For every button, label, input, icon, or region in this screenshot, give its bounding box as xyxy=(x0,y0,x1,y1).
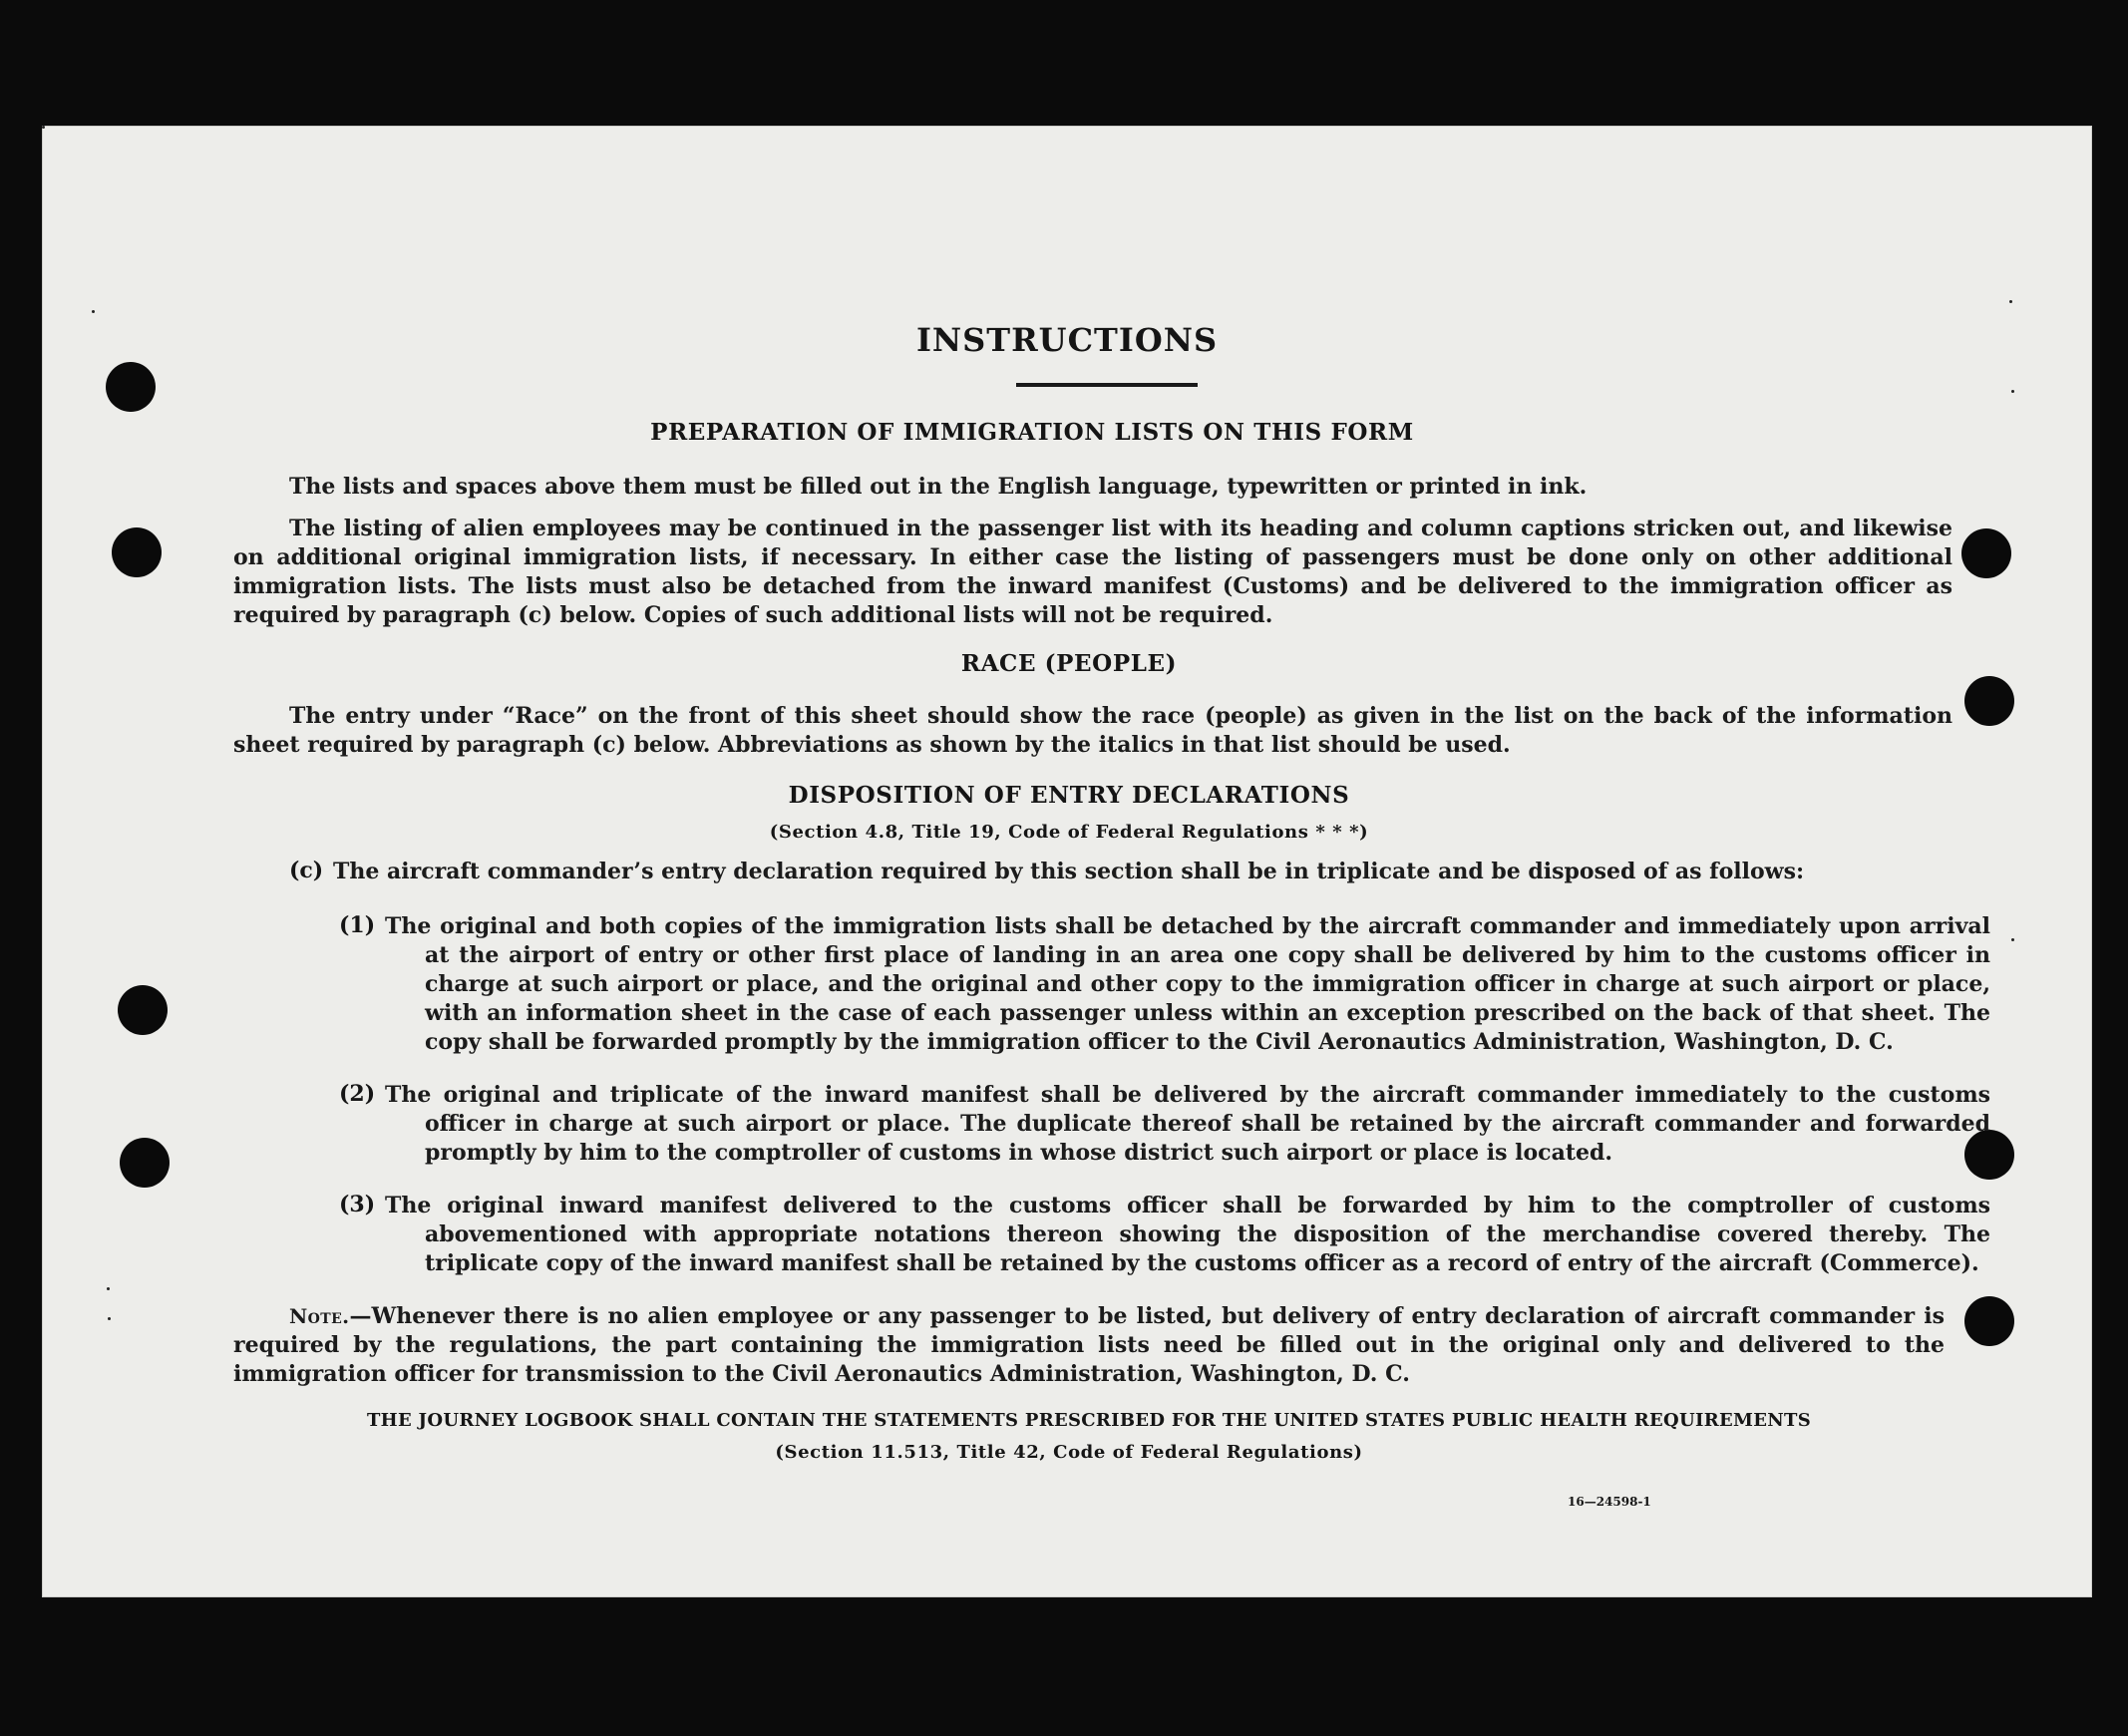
note-label: Note. xyxy=(289,1304,350,1328)
section-heading-disposition: DISPOSITION OF ENTRY DECLARATIONS xyxy=(788,782,1350,809)
speck xyxy=(92,310,95,313)
item-text-3: The original inward manifest delivered to the customs officer shall be forwarded by him to the comptroller of customs abovementioned with appropriate notations thereon showing the disposition of the merchandise covered thereby. The triplicate copy of the inward manifest shall be retained by the customs officer as a record of entry of the aircraft (Commerce). xyxy=(385,1193,1990,1276)
clause-label-c: (c) xyxy=(289,858,324,883)
item-text-1: The original and both copies of the immigration lists shall be detached by the aircraft commander and immediately upon arrival at the airport of entry or other first place of landing in an area one copy shall be delivered by him to the customs officer in charge at such airport or place, and the original and other copy to the immigration officer in charge at such airport or place, with an information sheet in the case of each passenger unless within an exception prescribed on the back of that sheet. The copy shall be forwarded promptly by the immigration officer to the Civil Aeronautics Administration, Washington, D. C. xyxy=(385,913,1990,1055)
paragraph-language: The lists and spaces above them must be filled out in the English language, typewritten or printed in ink. xyxy=(289,474,1588,500)
note-paragraph xyxy=(233,1302,1945,1389)
speck xyxy=(42,126,45,129)
document-sheet xyxy=(42,126,2092,1597)
item-label-3: (3) xyxy=(339,1192,376,1217)
speck xyxy=(107,1287,110,1290)
section-subheading-disposition: (Section 4.8, Title 19, Code of Federal Regulations * * *) xyxy=(769,822,1369,843)
paragraph-alien-employees: The listing of alien employees may be continued in the passenger list with its heading and column captions stricken out, and likewise on additional original immigration lists, if necessary. In either case the listing of passengers must be done only on other additional immigration lists. The lists must also be detached from the inward manifest (Customs) and be delivered to the immigration officer as required by paragraph (c) below. Copies of such additional lists will not be required. xyxy=(233,516,1952,628)
speck xyxy=(2011,938,2014,941)
punch-hole-left-3 xyxy=(118,985,168,1035)
punch-hole-left-2 xyxy=(112,527,162,577)
page-title: INSTRUCTIONS xyxy=(915,321,1219,359)
health-citation: (Section 11.513, Title 42, Code of Federal Regulations) xyxy=(775,1442,1363,1463)
title-underline xyxy=(1016,383,1198,387)
punch-hole-right-2 xyxy=(1964,676,2014,726)
speck xyxy=(108,1317,111,1320)
note-text: —Whenever there is no alien employee or any passenger to be listed, but delivery of entry declaration of aircraft commander is required by the regulations, the part containing the immigration lists need be filled out in the original only and delivered to the immigration officer for transmission to the Civil Aeronautics Administration, Washington, D. C. xyxy=(233,1303,1945,1387)
form-number: 16—24598-1 xyxy=(1568,1495,1651,1509)
section-heading-race: RACE (PEOPLE) xyxy=(960,650,1178,677)
punch-hole-left-4 xyxy=(120,1138,170,1188)
clause-c-intro: The aircraft commander’s entry declaration required by this section shall be in triplicate and be disposed of as follows: xyxy=(333,859,1805,884)
punch-hole-right-4 xyxy=(1964,1296,2014,1346)
punch-hole-left-1 xyxy=(106,362,156,412)
paragraph-race: The entry under “Race” on the front of this sheet should show the race (people) as given in the list on the back of the information sheet required by paragraph (c) below. Abbreviations as shown by the italics in that list should be used. xyxy=(233,703,1952,758)
speck xyxy=(2009,300,2012,303)
health-statement: THE JOURNEY LOGBOOK SHALL CONTAIN THE STATEMENTS PRESCRIBED FOR THE UNITED STATES PUBLIC HEALTH REQUIREMENTS xyxy=(366,1410,1812,1431)
item-label-1: (1) xyxy=(339,912,376,938)
punch-hole-right-1 xyxy=(1961,528,2011,578)
item-text-2: The original and triplicate of the inward manifest shall be delivered by the aircraft commander immediately to the customs officer in charge at such airport or place. The duplicate thereof shall be retained by the aircraft commander and forwarded promptly by him to the comptroller of customs in whose district such airport or place is located. xyxy=(385,1082,1990,1166)
speck xyxy=(2011,390,2014,393)
section-heading-preparation: PREPARATION OF IMMIGRATION LISTS ON THIS FORM xyxy=(650,419,1414,446)
item-label-2: (2) xyxy=(339,1081,376,1107)
